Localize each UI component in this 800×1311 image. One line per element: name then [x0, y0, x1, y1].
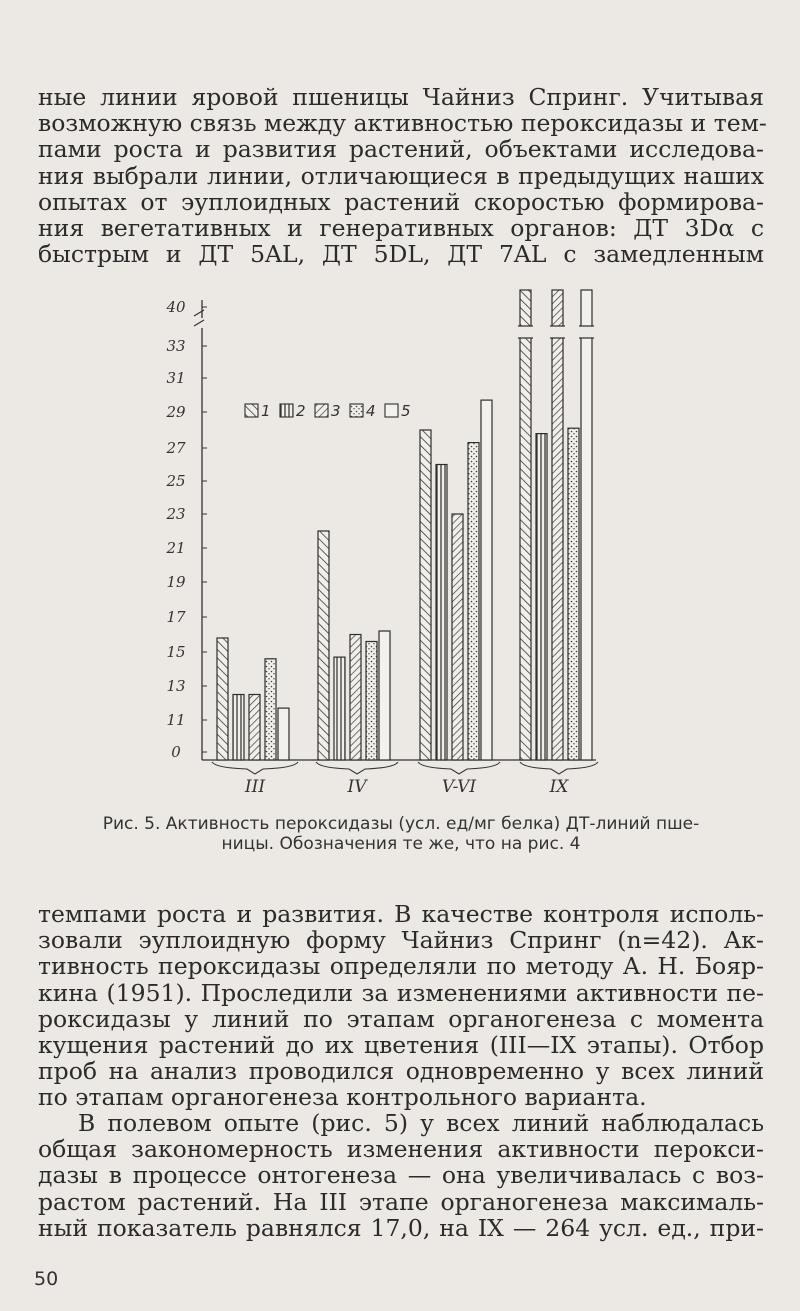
bar [379, 631, 390, 760]
bar-break-gap [519, 326, 532, 338]
bar-break-gap [580, 326, 593, 338]
y-tick-label: 11 [166, 711, 186, 729]
text-line: пами роста и развития растений, объектами исследова- [38, 135, 764, 164]
legend-label: 3 [331, 402, 341, 420]
bar [350, 635, 361, 761]
bar [233, 695, 244, 761]
bottom-paragraph-2 [38, 1110, 764, 1241]
legend-label: 2 [296, 402, 306, 420]
bar [318, 531, 329, 760]
text-line: опытах от эуплоидных растений скоростью формирова- [38, 187, 764, 216]
y-tick-label: 31 [166, 369, 186, 387]
bar [217, 638, 228, 760]
bar [366, 642, 377, 761]
bar [334, 657, 345, 760]
stage-bracket [212, 762, 298, 774]
figure-caption [38, 814, 764, 854]
text-line: дазы в процессе онтогенеза — она увеличивалась с воз- [38, 1161, 764, 1190]
x-axis [212, 762, 598, 797]
bar [265, 659, 276, 760]
bar [278, 708, 289, 760]
legend-label: 5 [401, 402, 411, 420]
text-line: проб на анализ проводился одновременно у всех линий [38, 1057, 764, 1086]
legend-label: 1 [261, 402, 271, 420]
x-tick-label: V-VI [441, 777, 477, 797]
y-tick-label: 17 [166, 608, 186, 626]
stage-bracket [316, 762, 398, 774]
text-line: кущения растений до их цветения (III—IX этапы). Отбор [38, 1031, 764, 1060]
bar [568, 428, 579, 760]
stage-bracket [520, 762, 598, 774]
legend-label: 4 [366, 402, 376, 420]
bar [249, 695, 260, 761]
text-line: В полевом опыте (рис. 5) у всех линий наблюдалась [78, 1109, 764, 1137]
bar [468, 443, 479, 760]
text-line: тивность пероксидазы определяли по методу А. Н. Бояр- [38, 952, 764, 981]
legend-swatch [245, 404, 258, 417]
legend-swatch [280, 404, 293, 417]
text-line: роксидазы у линий по этапам органогенеза с момента [38, 1004, 764, 1033]
text-line: общая закономерность изменения активности перокси- [38, 1135, 764, 1164]
y-tick-label: 13 [166, 677, 186, 695]
text-line: по этапам органогенеза контрольного варианта. [38, 1083, 647, 1112]
y-tick-label: 19 [166, 573, 186, 591]
text-line: растом растений. На III этапе органогенеза максималь- [38, 1187, 764, 1216]
x-tick-label: III [244, 777, 266, 797]
x-tick-label: IV [347, 777, 367, 797]
bar [520, 290, 531, 760]
bottom-paragraph-1 [38, 901, 764, 1111]
legend-swatch [315, 404, 328, 417]
legend-swatch [385, 404, 398, 417]
y-tick-label: 25 [166, 472, 186, 490]
y-tick-label: 40 [166, 298, 186, 316]
y-tick-label: 21 [166, 539, 186, 557]
bar [452, 514, 463, 760]
bar [436, 465, 447, 761]
y-tick-label: 33 [166, 337, 186, 355]
x-tick-label: IX [549, 777, 569, 797]
y-tick-label: 29 [166, 403, 186, 421]
y-tick-label: 15 [166, 643, 186, 661]
legend [245, 402, 411, 420]
text-line: ния вегетативных и генеративных органов: ДТ 3Dα с [38, 214, 764, 243]
caption-line: ницы. Обозначения те же, что на рис. 4 [221, 834, 581, 854]
text-line: зовали эуплоидную форму Чайниз Спринг (n=42). Ак- [38, 926, 764, 955]
text-line: быстрым и ДТ 5AL, ДТ 5DL, ДТ 7AL с замедленным [38, 240, 764, 269]
page-number: 50 [34, 1268, 59, 1290]
bar [581, 290, 592, 760]
bar [420, 430, 431, 760]
y-tick-label: 0 [171, 743, 181, 761]
bar [552, 290, 563, 760]
y-tick-label: 23 [166, 505, 186, 523]
text-line: кина (1951). Проследили за изменениями активности пе- [38, 978, 764, 1007]
y-tick-label: 27 [166, 439, 186, 457]
bar-break-gap [551, 326, 564, 338]
stage-bracket [418, 762, 500, 774]
legend-swatch [350, 404, 363, 417]
text-line: темпами роста и развития. В качестве контроля исполь- [38, 900, 764, 928]
text-line: ния выбрали линии, отличающиеся в предыдущих наших [38, 161, 764, 190]
bars [217, 290, 594, 760]
bar [536, 434, 547, 760]
caption-line: Рис. 5. Активность пероксидазы (усл. ед/мг белка) ДТ-линий пше- [102, 814, 700, 834]
bar [481, 400, 492, 760]
text-line: ные линии яровой пшеницы Чайниз Спринг. Учитывая [38, 83, 764, 111]
text-line: ный показатель равнялся 17,0, на IX — 264 усл. ед., при- [38, 1213, 764, 1242]
axis-break-mark [194, 320, 204, 326]
text-line: возможную связь между активностью пероксидазы и тем- [38, 109, 767, 138]
